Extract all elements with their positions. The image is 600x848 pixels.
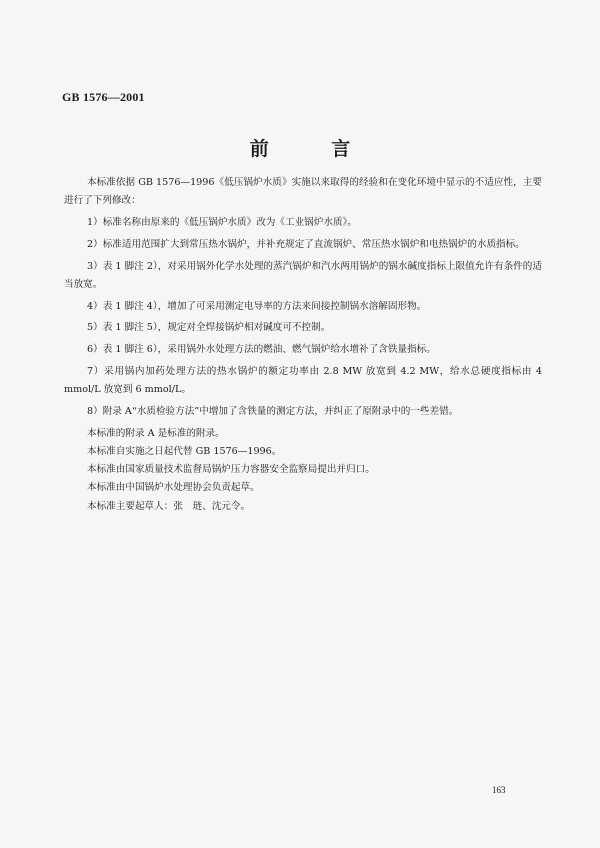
list-item-3: 3）表 1 脚注 2），对采用锅外化学水处理的蒸汽锅炉和汽水两用锅炉的锅水碱度指标上限值允许有条件的适当放宽。 [64,260,542,290]
appendix-note: 本标准的附录 A 是标准的附录。 [87,427,225,439]
page-title: 前 言 [249,138,379,160]
list-item-7: 7）采用锅内加药处理方法的热水锅炉的额定功率由 2.8 MW 放宽到 4.2 MW，给水总硬度指标由 4 mmol/L 放宽到 6 mmol/L。 [64,365,542,396]
list-item-4: 4）表 1 脚注 4），增加了可采用测定电导率的方法来间接控制锅水溶解固形物。 [87,300,427,312]
drafter-organization-note: 本标准由中国锅炉水处理协会负责起草。 [87,482,260,494]
drafters-note: 本标准主要起草人：张 琏、沈元令。 [87,500,251,512]
proposer-note: 本标准由国家质量技术监督局锅炉压力容器安全监察局提出并归口。 [87,464,375,476]
list-item-6: 6）表 1 脚注 6），采用锅外水处理方法的燃油、燃气锅炉给水增补了含铁量指标。 [87,344,436,356]
list-item-5: 5）表 1 脚注 5），规定对全焊接锅炉相对碱度可不控制。 [87,322,331,334]
list-item-1: 1）标准名称由原来的《低压锅炉水质》改为《工业锅炉水质》。 [87,217,357,228]
standard-code-header: GB 1576—2001 [62,90,145,104]
replacement-note: 本标准自实施之日起代替 GB 1576—1996。 [87,445,282,457]
page-number: 163 [492,785,506,795]
list-item-8: 8）附录 A“水质检验方法”中增加了含铁量的测定方法，并纠正了原附录中的一些差错。 [87,405,459,417]
foreword-body [64,174,542,516]
list-item-2: 2）标准适用范围扩大到常压热水锅炉，并补充规定了直流锅炉、常压热水锅炉和电热锅炉的水质指标。 [87,238,525,250]
intro-paragraph: 本标准依据 GB 1576—1996《低压锅炉水质》实施以来取得的经验和在变化环境中显示的不适应性，主要进行了下列修改： [64,177,542,207]
